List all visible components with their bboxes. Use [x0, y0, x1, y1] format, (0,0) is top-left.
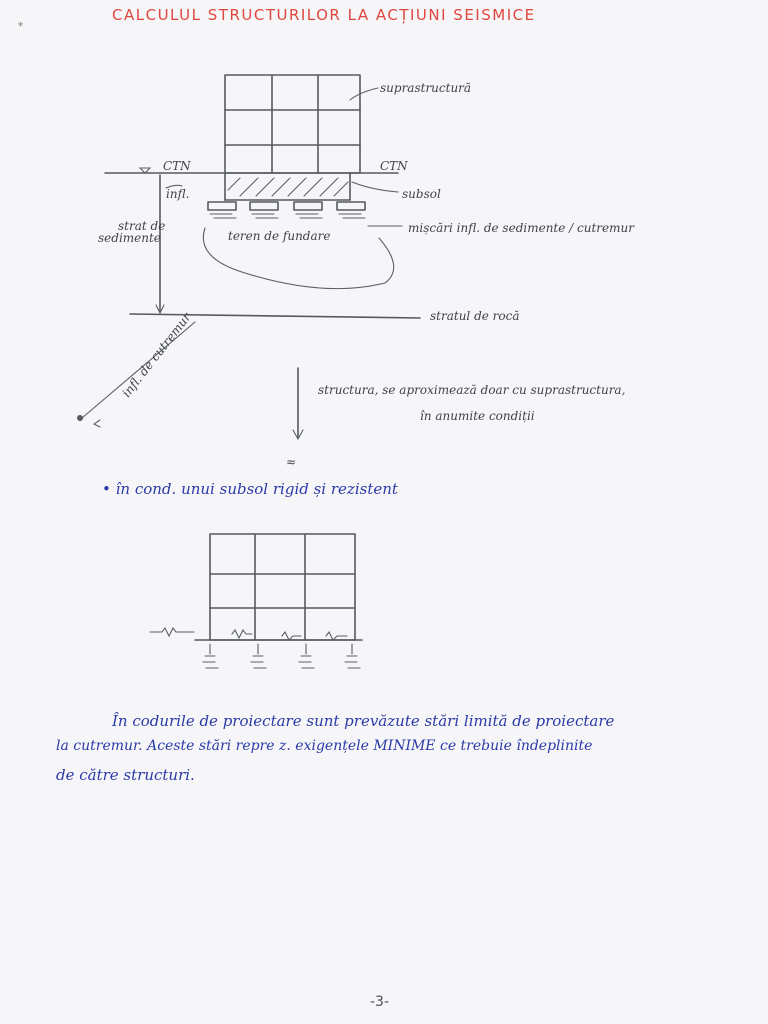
superstructure-frame: [225, 75, 360, 173]
infl-label: infl.: [166, 187, 190, 201]
approximation-line1: structura, se aproximează doar cu suprastructura,: [318, 383, 626, 397]
earthquake-label: infl. de cutremur: [119, 310, 194, 400]
basement: [225, 173, 350, 200]
corner-mark: ⁎: [18, 18, 23, 29]
approximation-line2: în anumite condiții: [420, 409, 535, 423]
rock-layer-label: stratul de rocă: [430, 309, 520, 323]
superstructure-label: suprastructură: [380, 81, 472, 95]
paragraph-line3: de către structuri.: [56, 766, 195, 784]
spring-supports: [150, 628, 362, 668]
approx-symbol: ≈: [286, 455, 297, 469]
paragraph-line2: la cutremur. Aceste stări repre z. exigențele MINIME ce trebuie îndeplinite: [56, 738, 593, 754]
simplified-frame: [210, 534, 355, 640]
fixed-base-diagram: [0, 520, 768, 700]
building-soil-diagram: [0, 0, 768, 470]
sediment-layer-label-2: sedimente: [98, 231, 161, 245]
rock-layer-line: [130, 314, 420, 318]
paragraph-line1: În codurile de proiectare sunt prevăzute stări limită de proiectare: [112, 712, 615, 730]
page-title: CALCULUL STRUCTURILOR LA ACȚIUNI SEISMICE: [112, 6, 536, 24]
ctn-right-label: CTN: [380, 159, 408, 173]
ctn-left-label: CTN: [163, 159, 191, 173]
basement-label: subsol: [402, 187, 441, 201]
sediment-movement-label: mișcări infl. de sedimente / cutremur: [408, 221, 634, 235]
foundation-pads: [208, 202, 365, 218]
sediment-layer-label-1: strat de: [118, 219, 166, 233]
foundation-ground-label: teren de fundare: [228, 229, 331, 243]
condition-note: • în cond. unui subsol rigid și rezistent: [102, 480, 398, 498]
page-number: -3-: [370, 994, 390, 1010]
